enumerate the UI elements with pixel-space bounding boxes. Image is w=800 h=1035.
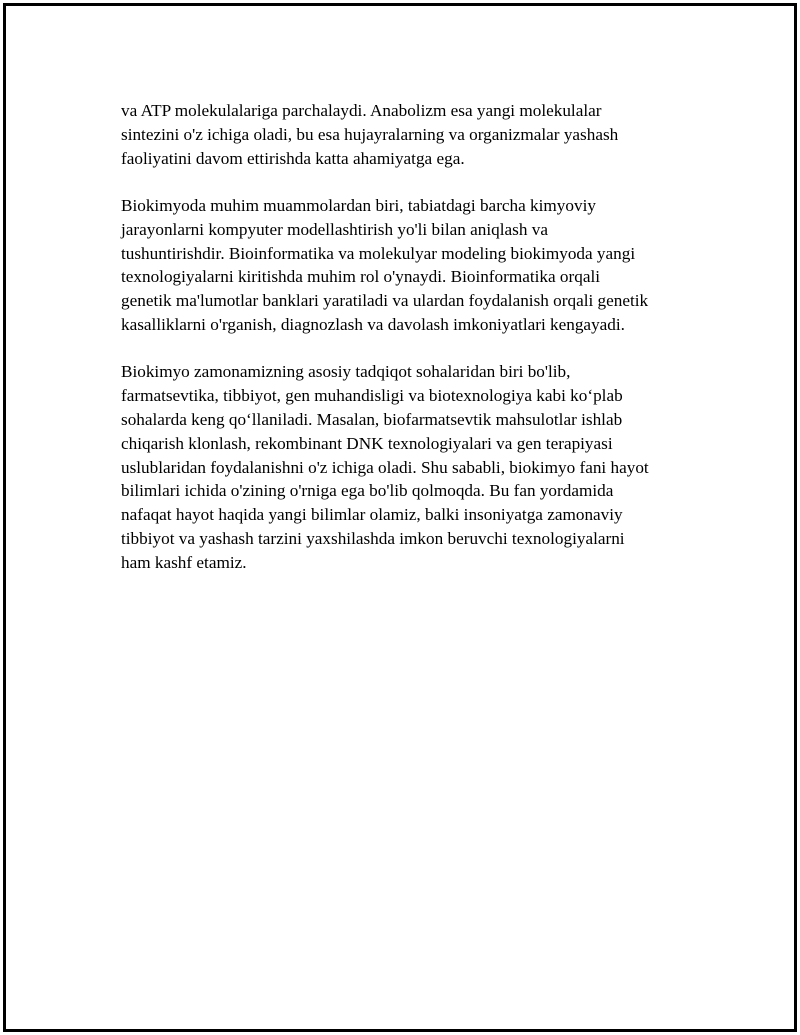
text-line: jarayonlarni kompyuter modellashtirish yo'li bilan aniqlash va <box>121 219 548 239</box>
text-line: bilimlari ichida o'zining o'rniga ega bo'lib qolmoqda. Bu fan yordamida <box>121 481 614 501</box>
text-line: sohalarda keng qo‘llaniladi. Masalan, biofarmatsevtik mahsulotlar ishlab <box>121 409 623 429</box>
text-line: chiqarish klonlash, rekombinant DNK texnologiyalari va gen terapiyasi <box>121 433 613 453</box>
text-line: tibbiyot va yashash tarzini yaxshilashda imkon beruvchi texnologiyalarni <box>121 528 625 548</box>
text-line: ham kashf etamiz. <box>121 552 247 572</box>
text-line: tushuntirishdir. Bioinformatika va molekulyar modeling biokimyoda yangi <box>121 243 636 263</box>
text-line: Biokimyoda muhim muammolardan biri, tabiatdagi barcha kimyoviy <box>121 195 596 215</box>
text-line: sintezini o'z ichiga oladi, bu esa hujayralarning va organizmalar yashash <box>121 124 619 144</box>
text-line: kasalliklarni o'rganish, diagnozlash va davolash imkoniyatlari kengayadi. <box>121 314 625 334</box>
text-line: Biokimyo zamonamizning asosiy tadqiqot sohalaridan biri bo'lib, <box>121 362 571 382</box>
paragraph-2 <box>121 194 701 337</box>
text-line: genetik ma'lumotlar banklari yaratiladi va ulardan foydalanish orqali genetik <box>121 291 649 311</box>
paragraph-1 <box>121 99 701 170</box>
text-line: nafaqat hayot haqida yangi bilimlar olamiz, balki insoniyatga zamonaviy <box>121 505 623 525</box>
text-line: uslublaridan foydalanishni o'z ichiga oladi. Shu sababli, biokimyo fani hayot <box>121 457 649 477</box>
paragraph-3 <box>121 360 701 574</box>
text-line: faoliyatini davom ettirishda katta ahamiyatga ega. <box>121 148 465 168</box>
text-line: farmatsevtika, tibbiyot, gen muhandisligi va biotexnologiya kabi ko‘plab <box>121 386 623 406</box>
text-line: va ATP molekulalariga parchalaydi. Anabolizm esa yangi molekulalar <box>121 101 602 120</box>
document-body <box>121 99 701 598</box>
page-frame <box>3 3 797 1032</box>
text-line: texnologiyalarni kiritishda muhim rol o'ynaydi. Bioinformatika orqali <box>121 267 601 287</box>
